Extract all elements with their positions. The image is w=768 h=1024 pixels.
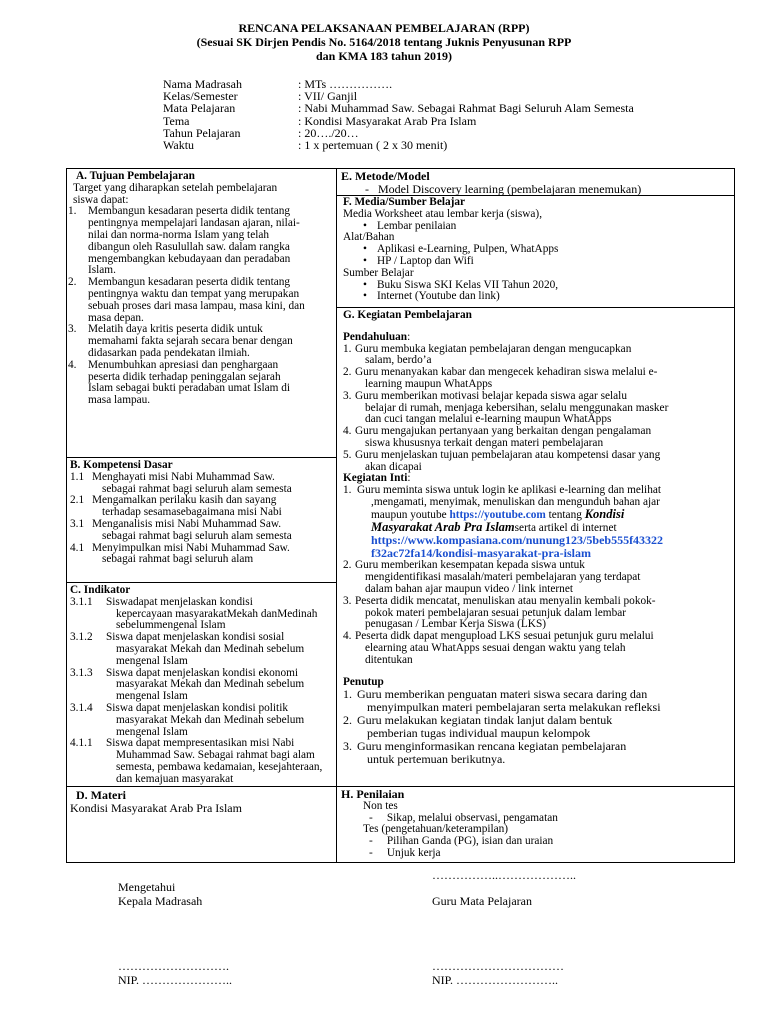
list-line: sebuah proses dari masa lampau, masa kini, dan [88,299,305,312]
inti-list [343,560,733,666]
list-line: menyimpulkan materi pembelajaran serta melakukan refleksi [367,700,661,715]
list-line: salam, berdo’a [365,354,432,367]
section-text: Target yang diharapkan setelah pembelajaran [73,181,278,194]
list-line: mengenal Islam [116,690,188,703]
list-line: siswa khususnya terkait dengan materi pembelajaran [365,436,604,449]
list-number: 3.1.2 [70,631,93,644]
list-number: 1. [343,687,352,702]
list-line: semesta, pembawa kedamaian, kesejahteraan, [116,760,323,773]
list-item [68,206,334,277]
list-line: Guru melakukan kegiatan tindak lanjut dalam bentuk [357,713,613,728]
list-item [70,519,332,543]
metode-item: Model Discovery learning (pembelajaran menemukan) [378,182,642,196]
list-line: Peserta didk dapat mengupload LKS sesuai petunjuk guru melalui [355,630,654,643]
info-label: Nama Madrasah [163,77,242,91]
list-number: 3. [68,323,77,336]
list-line: Siswa dapat menjelaskan kondisi ekonomi [106,666,299,679]
sumber-list [343,280,733,304]
list-line: Guru memberikan kesempatan kepada siswa untuk [355,559,585,572]
bullet-icon: • [363,278,367,291]
list-number: 2. [343,713,352,728]
list-text [92,543,290,567]
section-d-materi [70,789,332,815]
list-text [355,344,631,368]
doc-subtitle-2: dan KMA 183 tahun 2019) [315,49,453,63]
list-item [343,740,733,766]
list-line: mengidentifikasi masalah/materi pembelajaran yang terdapat [365,571,641,584]
list-item [68,360,334,407]
list-text [88,360,290,407]
signature-left-title: Kepala Madrasah [118,894,203,908]
list-line: dibangun oleh Rasulullah saw. dalam rangka [88,240,290,253]
list-line: Siswa dapat menjelaskan kondisi sosial [106,631,285,644]
list-number: 1. [68,205,77,218]
list-item [68,277,334,324]
list-text [106,703,304,738]
list-item [343,344,733,368]
list-line: Menganalisis misi Nabi Muhammad Saw. [92,517,282,530]
list-text [355,367,657,391]
list-line: masyarakat Mekah dan Medinah sebelum [116,642,305,655]
list-line: Siswa dapat mempresentasikan misi Nabi [106,737,295,750]
list-number: 2. [343,366,352,379]
bullet-text: Buku Siswa SKI Kelas VII Tahun 2020, [376,278,559,291]
info-row [163,139,634,151]
section-f-media [343,197,733,303]
subheading: Kegiatan Inti: [343,472,411,485]
section-c-indikator [70,585,334,786]
bullet-text: Internet (Youtube dan link) [376,290,500,303]
list-line: akan dicapai [365,460,422,473]
media-list [343,221,733,233]
section-text: Kondisi Masyarakat Arab Pra Islam [70,801,242,815]
bullet-icon: • [363,219,367,232]
list-line: learning maupun WhatApps [365,377,493,390]
info-value: : MTs ……………. [298,77,393,91]
list-item [70,543,332,567]
list-number: 3.1 [70,517,85,530]
list-text [355,631,654,666]
info-label: Mata Pelajaran [163,101,236,116]
signature-left-role: Mengetahui [118,880,176,894]
list-item [70,472,332,496]
list-line: dalam bahan ajar maupun video / link internet [365,582,573,595]
list-number: 4.1.1 [70,737,93,750]
list-number: 3. [343,389,352,402]
list-line: Siswadapat menjelaskan kondisi [106,595,253,608]
list-item [343,631,733,666]
signature-left-name: ………………………. [118,959,229,973]
section-heading: A. Tujuan Pembelajaran [76,170,195,182]
bullet-text: HP / Laptop dan Wifi [376,254,474,267]
subheading: Pendahuluan: [343,330,411,343]
identity-block [163,78,634,151]
subheading: Penutup [343,675,384,688]
list-number: 2.1 [70,494,85,507]
table-divider [336,307,735,308]
list-text [106,738,322,785]
kd-list [70,472,332,566]
list-line: Guru mengajukan pertanyaan yang berkaitan dengan pengalaman [355,425,652,438]
section-text: Non tes [363,799,398,812]
list-line: masa depan. [88,311,144,324]
list-text [357,688,661,714]
info-value: : VII/ Ganjil [298,89,358,104]
place-date: ……………..……………….. [432,868,576,882]
list-line: peserta didik terhadap peninggalan sejarah [88,370,281,383]
bullet-text: Aplikasi e-Learning, Pulpen, WhatApps [376,243,559,256]
list-item [343,714,733,740]
signature-right-nip: NIP. …………………….. [432,973,559,987]
list-line: Guru menjelaskan tujuan pembelajaran atau kompetensi dasar yang [355,448,661,461]
bullet-item [343,291,733,303]
info-label: Waktu [163,138,195,153]
list-item: - Sikap, melalui observasi, pengamatan [369,811,558,824]
signature-right-name: …………………………… [432,959,564,973]
table-divider [66,582,337,583]
list-line: sebagai rahmat bagi seluruh alam semesta [102,529,292,542]
list-line: mengembangkan kebudayaan dan peradaban [88,252,291,265]
list-line: nilai dan norma-norma Islam yang telah [88,228,270,241]
info-value: : Nabi Muhammad Saw. Sebagai Rahmat Bagi Seluruh Alam Semesta [298,101,634,116]
list-line: didasarkan pada pendekatan ilmiah. [88,346,250,359]
doc-title: RENCANA PELAKSANAAN PEMBELAJARAN (RPP) [238,21,530,35]
info-label: Tahun Pelajaran [163,125,241,140]
list-line: Menyimpulkan misi Nabi Muhammad Saw. [92,541,290,554]
list-line: mengenal Islam [116,725,188,738]
list-line: pentingnya waktu dan tempat yang merupakan [88,287,300,300]
list-text [92,519,292,543]
list-text [88,277,305,324]
list-text [355,450,660,474]
list-line: belajar di rumah, menjaga kebersihan, selalu menggunakan masker [365,401,669,414]
list-line: mengenal Islam [116,654,188,667]
list-line: Guru memberikan motivasi belajar kepada siswa agar selalu [355,389,627,402]
list-text [106,632,304,667]
list-line: Islam sebagai bukti peradaban umat Islam di [88,382,291,395]
list-number: 4. [343,425,352,438]
list-line: kepercayaan masyarakatMekah danMedinah [116,607,318,620]
list-text [357,714,612,740]
list-line: Guru menanyakan kabar dan mengecek kehadiran siswa melalui e- [355,366,658,379]
list-line: pokok materi pembelajaran sesuai petunjuk dalam lembar [365,606,626,619]
list-text [355,391,668,426]
list-line: Guru membuka kegiatan pembelajaran dengan mengucapkan [355,342,632,355]
section-text: siswa dapat: [73,193,129,206]
section-h-penilaian [341,789,731,860]
list-item: - Unjuk kerja [369,846,441,859]
section-e-metode [341,170,731,196]
list-number: 2. [68,276,77,289]
list-number: 1. [343,342,352,355]
bullet-item [343,221,733,233]
bullet-icon: • [363,290,367,303]
list-item: 1. Guru meminta siswa untuk login ke aplikasi e-learning dan melihat ,mengamati, menyimak, menuliskan dan mengunduh bahan ajar maupun youtube https://youtube.com tentang Kondisi Masyarakat Arab Pra Islamserta artikel di internet https://www.kompasiana.com/nunung123/5beb555f43322 f32ac72fa14/kondisi-masyarakat-pra-islam [343,484,664,561]
section-heading: F. Media/Sumber Belajar [343,196,466,208]
list-line: Peserta didik mencatat, menuliskan atau menyalin kembali pokok- [355,594,656,607]
list-item [343,426,733,450]
list-item [70,597,334,632]
list-text [355,426,651,450]
info-value: : Kondisi Masyarakat Arab Pra Islam [298,113,477,128]
info-label: Kelas/Semester [163,89,238,104]
list-line: pentingnya mempelajari landasan ajaran, nilai- [88,217,300,230]
penutup-list [343,688,733,766]
section-heading: H. Penilaian [341,787,405,801]
list-text [355,596,656,631]
list-line: Guru menginformasikan rencana kegiatan pembelajaran [357,739,627,754]
kompasiana-link[interactable]: https://www.kompasiana.com/nunung123/5beb555f43322 [371,533,664,548]
list-text [88,206,300,277]
list-item [343,596,733,631]
pendahuluan-list [343,344,733,474]
doc-subtitle: (Sesuai SK Dirjen Pendis No. 5164/2018 tentang Juknis Penyusunan RPP [196,35,572,49]
list-line: Membangun kesadaran peserta didik tentang [88,205,291,218]
indikator-list [70,597,334,786]
alat-list [343,244,733,268]
signature-right-title: Guru Mata Pelajaran [432,894,532,908]
kompasiana-link-cont[interactable]: f32ac72fa14/kondisi-masyarakat-pra-islam [371,546,591,561]
list-item [70,668,334,703]
list-item [343,450,733,474]
signature-left-nip: NIP. ………………….. [118,973,233,987]
list-number: 3. [343,739,352,754]
list-number: 1.1 [70,470,85,483]
list-line: Membangun kesadaran peserta didik tentang [88,276,291,289]
list-number: 4.1 [70,541,85,554]
section-g-kegiatan [343,310,733,766]
list-item [343,367,733,391]
info-row [163,102,634,114]
list-line: elearning atau WhatApps sesuai dengan waktu yang telah [365,641,626,654]
list-number: 3.1.3 [70,666,93,679]
list-line: masyarakat Mekah dan Medinah sebelum [116,678,305,691]
list-line: terhadap sesamasebagaimana misi Nabi [102,506,282,519]
list-text [357,740,626,766]
list-line: Mengamalkan perilaku kasih dan sayang [92,494,277,507]
list-item [70,738,334,785]
section-heading: E. Metode/Model [341,169,430,183]
list-number: 2. [343,559,352,572]
list-item [70,495,332,519]
list-item: - Pilihan Ganda (PG), isian dan uraian [369,835,554,848]
list-line: ditentukan [365,653,413,666]
list-line: Muhammad Saw. Sebagai rahmat bagi alam [116,749,315,762]
info-label: Tema [163,113,190,128]
list-line: sebagai rahmat bagi seluruh alam [102,553,254,566]
list-item [70,703,334,738]
list-text [92,495,282,519]
objective-list [68,206,334,407]
list-text [106,597,317,632]
section-text: Tes (pengetahuan/keterampilan) [363,823,509,836]
list-text [88,324,293,359]
info-value: : 1 x pertemuan ( 2 x 30 menit) [298,138,448,153]
list-line: Guru memberikan penguatan materi siswa secara daring dan [357,687,648,702]
bullet-icon: • [363,254,367,267]
list-number: 4. [343,630,352,643]
list-line: Menumbuhkan apresiasi dan penghargaan [88,358,279,371]
list-number: 3. [343,594,352,607]
list-line: dan cuci tangan melalui e-learning maupun WhatApps [365,413,612,426]
bullet-text: Lembar penilaian [376,219,457,232]
info-value: : 20…./20… [298,125,359,140]
list-text [92,472,292,496]
list-line: sebelummengenal Islam [116,619,226,632]
list-number: 5. [343,448,352,461]
youtube-link[interactable]: https://youtube.com [449,508,546,521]
list-item [343,560,733,595]
section-heading: B. Kompetensi Dasar [70,459,173,471]
section-b-kompetensi [70,460,332,566]
section-text: Alat/Bahan [343,231,395,244]
list-line: masa lampau. [88,394,151,407]
list-line: sebagai rahmat bagi seluruh alam semesta [102,482,292,495]
bullet-item [343,256,733,268]
section-text: - Model Discovery learning (pembelajaran menemukan) [365,182,642,196]
list-number: 3.1.4 [70,701,93,714]
list-item [343,391,733,426]
bullet-icon: • [363,243,367,256]
section-text: Sumber Belajar [343,266,414,279]
list-item [68,324,334,359]
list-line: untuk pertemuan berikutnya. [367,752,506,767]
list-line: masyarakat Mekah dan Medinah sebelum [116,713,305,726]
list-line: penugasan / Lembar Kerja Siswa (LKS) [365,618,547,631]
list-item [70,632,334,667]
list-line: memahami fakta sejarah secara benar dengan [88,335,293,348]
list-number: 4. [68,358,77,371]
list-line: Melatih daya kritis peserta didik untuk [88,323,263,336]
list-text [355,560,640,595]
info-row [163,115,634,127]
list-item [343,688,733,714]
list-line: Menghayati misi Nabi Muhammad Saw. [92,470,275,483]
list-number: 3.1.1 [70,595,93,608]
section-heading: G. Kegiatan Pembelajaran [343,309,472,321]
list-line: pemberian tugas individual maupun kelompok [367,726,591,741]
section-a-tujuan [68,171,334,407]
section-heading: C. Indikator [70,584,131,596]
table-divider [66,457,337,458]
list-line: Siswa dapat menjelaskan kondisi politik [106,701,288,714]
section-heading: D. Materi [76,788,126,802]
list-text [106,668,304,703]
list-line: Islam. [88,264,116,277]
table-column-divider [336,168,337,863]
section-text: Media Worksheet atau lembar kerja (siswa), [343,207,543,220]
list-line: dan kemajuan masyarakat [116,772,234,785]
